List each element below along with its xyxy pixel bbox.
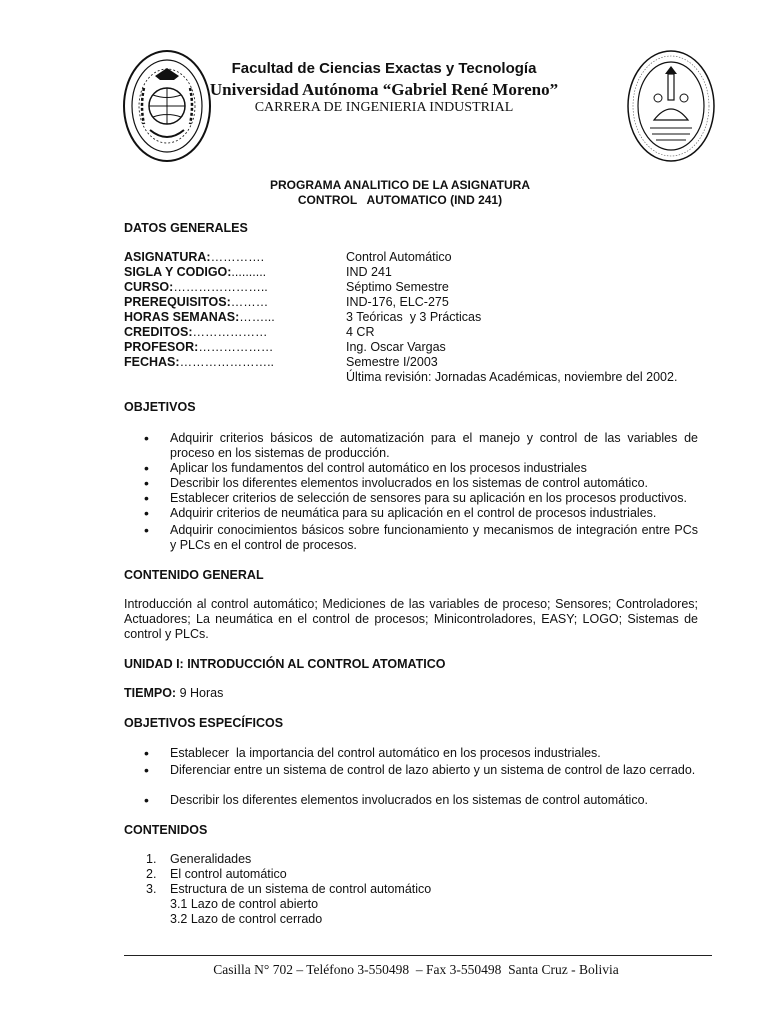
datos-value: 4 CR [346, 325, 375, 339]
datos-value: IND 241 [346, 265, 392, 279]
bullet-icon: • [144, 475, 149, 491]
datos-key: CURSO:………………….. [124, 280, 268, 294]
faculty-title: Facultad de Ciencias Exactas y Tecnología [231, 60, 537, 77]
objetivos-heading: OBJETIVOS [124, 400, 196, 414]
contenidos-heading: CONTENIDOS [124, 823, 208, 837]
list-number: 3. [146, 882, 157, 896]
objetivos-especificos-heading: OBJETIVOS ESPECÍFICOS [124, 716, 284, 730]
faculty-seal-right [626, 48, 716, 164]
datos-value: Semestre I/2003 [346, 355, 438, 369]
objetivo-especifico-item: Describir los diferentes elementos involucrados en los sistemas de control automático. [170, 793, 649, 807]
datos-value: 3 Teóricas y 3 Prácticas [346, 310, 482, 324]
contenido-general-text: Introducción al control automático; Mediciones de las variables de proceso; Sensores; Controladores; Actuadores; La neumática en el control de procesos; Minicontroladores, EASY; LOGO; Sistemas de control y PLCs. [124, 597, 698, 641]
bullet-icon: • [144, 745, 149, 761]
objetivo-item: Aplicar los fundamentos del control automático en los procesos industriales [170, 461, 587, 475]
objetivo-item: Describir los diferentes elementos involucrados en los sistemas de control automático. [170, 476, 649, 490]
datos-value: Séptimo Semestre [346, 280, 449, 294]
contenido-item: El control automático [170, 867, 287, 881]
program-title-line2: CONTROL AUTOMATICO (IND 241) [297, 193, 503, 207]
bullet-icon: • [144, 490, 149, 506]
datos-key: FECHAS:………………….. [124, 355, 275, 369]
datos-key: PROFESOR:……………… [124, 340, 274, 354]
objetivo-especifico-item: Diferenciar entre un sistema de control de lazo abierto y un sistema de control de lazo cerrado. [170, 763, 696, 777]
footer-divider [124, 955, 712, 956]
datos-key: CREDITOS:……………… [124, 325, 268, 339]
university-seal-left [122, 48, 212, 164]
contenido-item: Estructura de un sistema de control automático [170, 882, 432, 896]
objetivo-especifico-item: Establecer la importancia del control automático en los procesos industriales. [170, 746, 601, 760]
contenido-subitem: 3.2 Lazo de control cerrado [170, 912, 323, 926]
datos-value: Ing. Oscar Vargas [346, 340, 446, 354]
bullet-icon: • [144, 522, 149, 538]
objetivo-item: Adquirir criterios básicos de automatización para el manejo y control de las variables de proceso en los sistemas de producción. [170, 431, 698, 460]
objetivo-item: Adquirir criterios de neumática para su aplicación en el control de procesos industriales. [170, 506, 657, 520]
datos-key: PREREQUISITOS:……… [124, 295, 269, 309]
unidad-heading: UNIDAD I: INTRODUCCIÓN AL CONTROL ATOMATICO [124, 657, 446, 671]
datos-heading: DATOS GENERALES [124, 221, 248, 235]
contenido-item: Generalidades [170, 852, 252, 866]
program-title-line1: PROGRAMA ANALITICO DE LA ASIGNATURA [270, 178, 530, 192]
bullet-icon: • [144, 505, 149, 521]
list-number: 2. [146, 867, 157, 881]
contenido-general-heading: CONTENIDO GENERAL [124, 568, 264, 582]
datos-extra-value: Última revisión: Jornadas Académicas, noviembre del 2002. [346, 370, 678, 384]
bullet-icon: • [144, 430, 149, 446]
footer-contact: Casilla N° 702 – Teléfono 3-550498 – Fax 3-550498 Santa Cruz - Bolivia [213, 962, 619, 977]
career-title: CARRERA DE INGENIERIA INDUSTRIAL [254, 100, 514, 115]
list-number: 1. [146, 852, 157, 866]
tiempo-line: TIEMPO: 9 Horas [124, 686, 224, 700]
contenido-subitem: 3.1 Lazo de control abierto [170, 897, 319, 911]
bullet-icon: • [144, 460, 149, 476]
datos-key: ASIGNATURA:…………. [124, 250, 265, 264]
datos-key: HORAS SEMANAS:……... [124, 310, 275, 324]
datos-value: IND-176, ELC-275 [346, 295, 449, 309]
datos-value: Control Automático [346, 250, 452, 264]
bullet-icon: • [144, 792, 149, 808]
university-title: Universidad Autónoma “Gabriel René Moreno” [209, 80, 559, 99]
datos-key: SIGLA Y CODIGO:.......... [124, 265, 267, 279]
bullet-icon: • [144, 762, 149, 778]
objetivo-item: Establecer criterios de selección de sensores para su aplicación en los procesos productivos. [170, 491, 687, 505]
objetivo-item: Adquirir conocimientos básicos sobre funcionamiento y mecanismos de integración entre PCs y PLCs en el control de procesos. [170, 523, 698, 552]
